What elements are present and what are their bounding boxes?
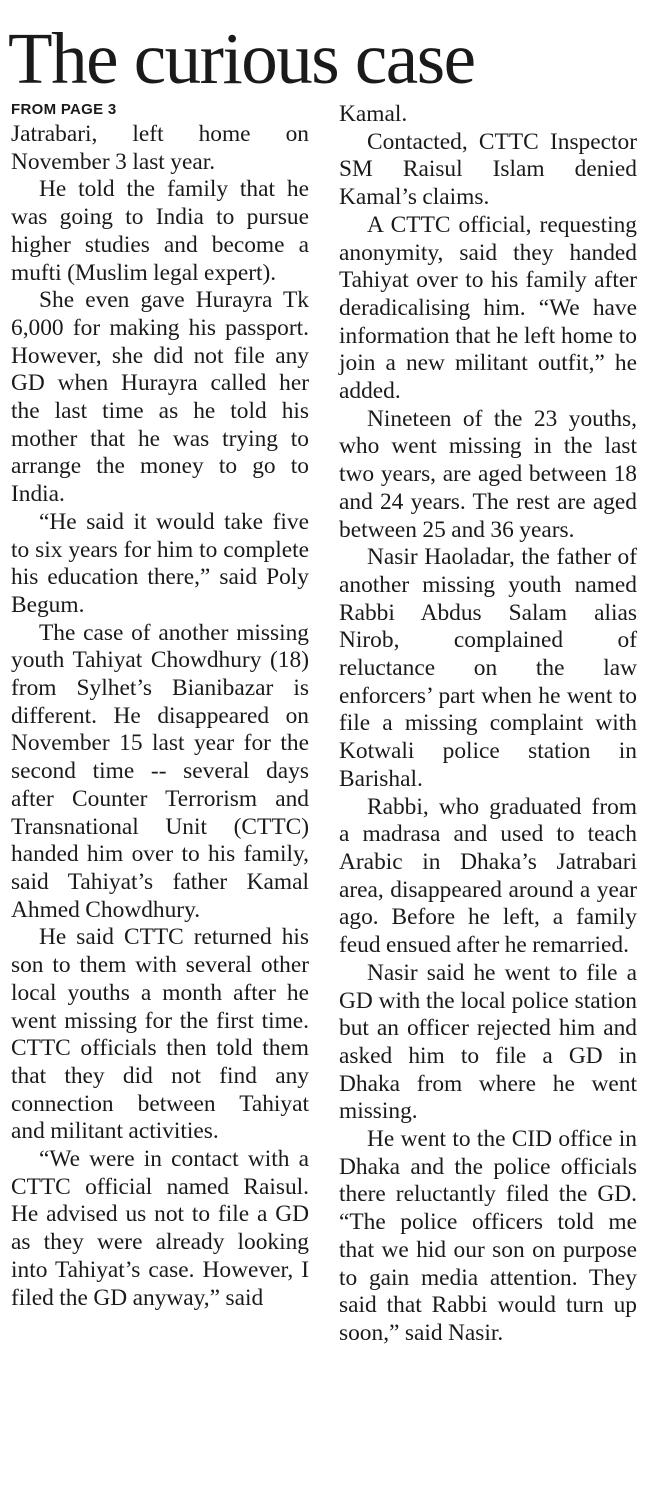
paragraph: She even gave Hurayra Tk 6,000 for making his passport. However, she did not file any GD when Hurayra called her the last time as he told his mother that he was trying to arrange the money to go to India.: [11, 287, 309, 508]
article-column-1: [11, 100, 309, 1312]
paragraph: Nasir said he went to file a GD with the local police station but an officer rejected him and asked him to file a GD in Dhaka from where he went missing.: [339, 959, 637, 1125]
paragraph: Nasir Haoladar, the father of another missing youth named Rabbi Abdus Salam alias Nirob, complained of reluctance on the law enforcers’ part when he went to file a missing complaint with Kotwali police station in Barishal.: [339, 544, 637, 792]
paragraph: The case of another missing youth Tahiyat Chowdhury (18) from Sylhet’s Bianibazar is different. He disappeared on November 15 last year for the second time -- several days after Counter Terrorism and Transnational Unit (CTTC) handed him over to his family, said Tahiyat’s father Kamal Ahmed Chowdhury.: [11, 619, 309, 923]
paragraph: “We were in contact with a CTTC official named Raisul. He advised us not to file a GD as they were already looking into Tahiyat’s case. However, I filed the GD anyway,” said: [11, 1146, 309, 1311]
headline: The curious case: [8, 18, 475, 99]
article-column-2: [339, 101, 637, 1348]
paragraph: Rabbi, who graduated from a madrasa and used to teach Arabic in Dhaka’s Jatrabari area, disappeared around a year ago. Before he left, a family feud ensued after he remarried.: [339, 793, 637, 959]
continuation-kicker: FROM PAGE 3: [11, 101, 117, 118]
paragraph: Kamal.: [339, 101, 408, 127]
paragraph: “He said it would take five to six years for him to complete his education there,” said Poly Begum.: [11, 508, 309, 618]
paragraph: Nineteen of the 23 youths, who went missing in the last two years, are aged between 18 and 24 years. The rest are aged between 25 and 36 years.: [339, 405, 637, 543]
paragraph: He said CTTC returned his son to them with several other local youths a month after he went missing for the first time. CTTC officials then told them that they did not find any connection between Tahiyat and militant activities.: [11, 924, 309, 1145]
paragraph: Jatrabari, left home on November 3 last year.: [11, 121, 309, 175]
paragraph: Contacted, CTTC Inspector SM Raisul Islam denied Kamal’s claims.: [339, 128, 637, 211]
paragraph: He went to the CID office in Dhaka and the police officials there reluctantly filed the GD. “The police officers told me that we hid our son on purpose to gain media attention. They said that Rabbi would turn up soon,” said Nasir.: [339, 1126, 637, 1346]
paragraph: He told the family that he was going to India to pursue higher studies and become a mufti (Muslim legal expert).: [11, 176, 309, 286]
paragraph: A CTTC official, requesting anonymity, said they handed Tahiyat over to his family after deradicalising him. “We have information that he left home to join a new militant outfit,” he added.: [339, 211, 637, 405]
